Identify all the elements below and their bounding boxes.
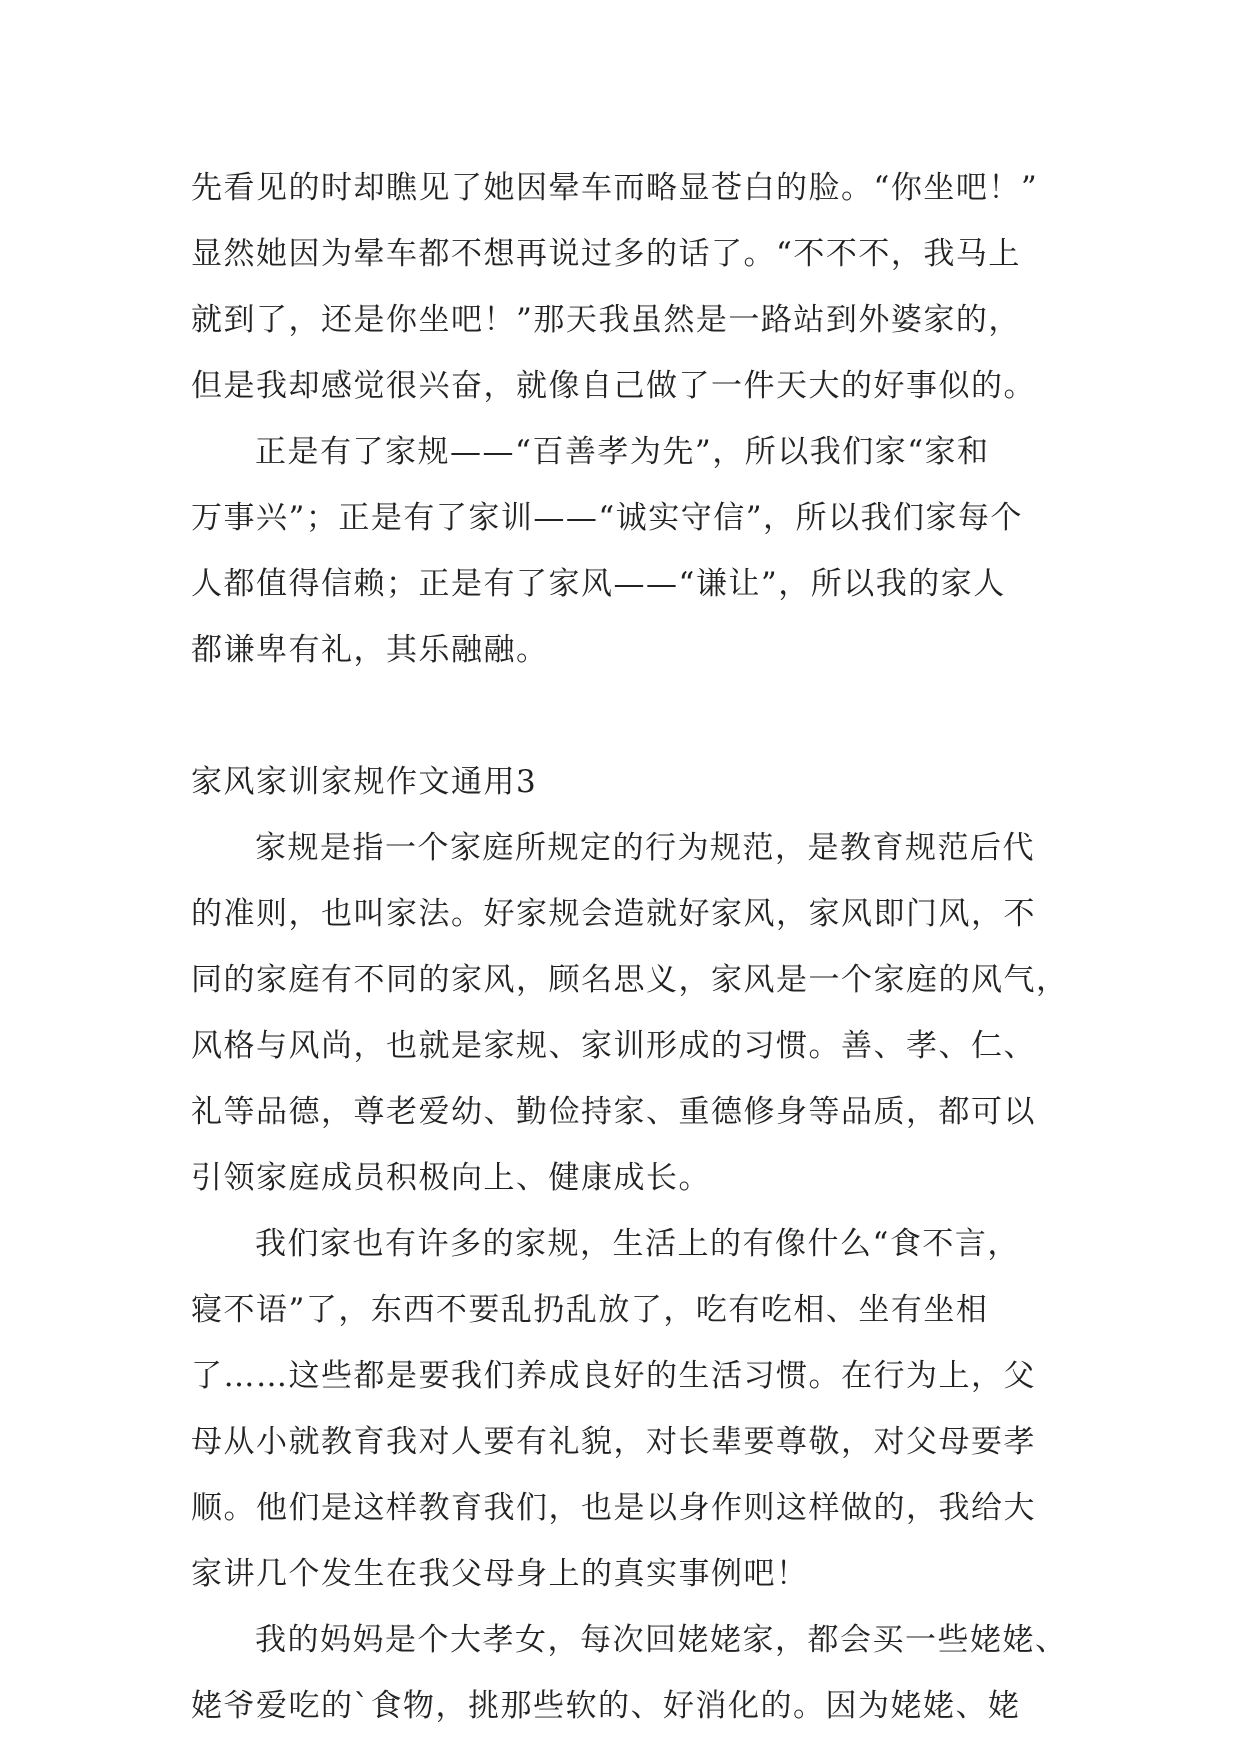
text-line: 顺。他们是这样教育我们，也是以身作则这样做的，我给大 [191, 1490, 1036, 1526]
text-line: 先看见的时却瞧见了她因晕车而略显苍白的脸。“你坐吧！” [191, 170, 1039, 206]
text-line: 人都值得信赖；正是有了家风——“谦让”，所以我的家人 [191, 566, 1006, 602]
text-line: 家规是指一个家庭所规定的行为规范，是教育规范后代 [255, 830, 1035, 866]
text-line: 我的妈妈是个大孝女，每次回姥姥家，都会买一些姥姥、 [255, 1622, 1068, 1658]
text-line: 寝不语”了，东西不要乱扔乱放了，吃有吃相、坐有坐相 [191, 1292, 989, 1328]
text-line: 引领家庭成员积极向上、健康成长。 [191, 1160, 711, 1196]
text-line: 显然她因为晕车都不想再说过多的话了。“不不不，我马上 [191, 236, 1021, 272]
paragraph [191, 155, 1071, 419]
paragraph [191, 419, 1071, 683]
text-line: 万事兴”；正是有了家训——“诚实守信”，所以我们家每个 [191, 500, 1024, 536]
text-line: 同的家庭有不同的家风，顾名思义，家风是一个家庭的风气， [191, 962, 1069, 998]
blank-line [191, 683, 1071, 749]
text-line: 都谦卑有礼，其乐融融。 [191, 632, 549, 668]
text-line: 母从小就教育我对人要有礼貌，对长辈要尊敬，对父母要孝 [191, 1424, 1036, 1460]
text-line: 的准则，也叫家法。好家规会造就好家风，家风即门风，不 [191, 896, 1036, 932]
paragraph [191, 1607, 1071, 1739]
document-body [191, 155, 1071, 1739]
text-line: 姥爷爱吃的`食物，挑那些软的、好消化的。因为姥姥、姥 [191, 1688, 1021, 1724]
paragraph [191, 1211, 1071, 1607]
text-line: 风格与风尚，也就是家规、家训形成的习惯。善、孝、仁、 [191, 1028, 1036, 1064]
text-line: 但是我却感觉很兴奋，就像自己做了一件天大的好事似的。 [191, 368, 1036, 404]
text-line: 我们家也有许多的家规，生活上的有像什么“食不言， [255, 1226, 1020, 1262]
text-line: 礼等品德，尊老爱幼、勤俭持家、重德修身等品质，都可以 [191, 1094, 1036, 1130]
text-line: 家讲几个发生在我父母身上的真实事例吧！ [191, 1556, 809, 1592]
paragraph [191, 815, 1071, 1211]
text-line: 正是有了家规——“百善孝为先”，所以我们家“家和 [255, 434, 990, 470]
section-heading: 家风家训家规作文通用3 [191, 764, 538, 800]
text-line: 就到了，还是你坐吧！”那天我虽然是一路站到外婆家的， [191, 302, 1021, 338]
text-line: 了……这些都是要我们养成良好的生活习惯。在行为上，父 [191, 1358, 1036, 1394]
